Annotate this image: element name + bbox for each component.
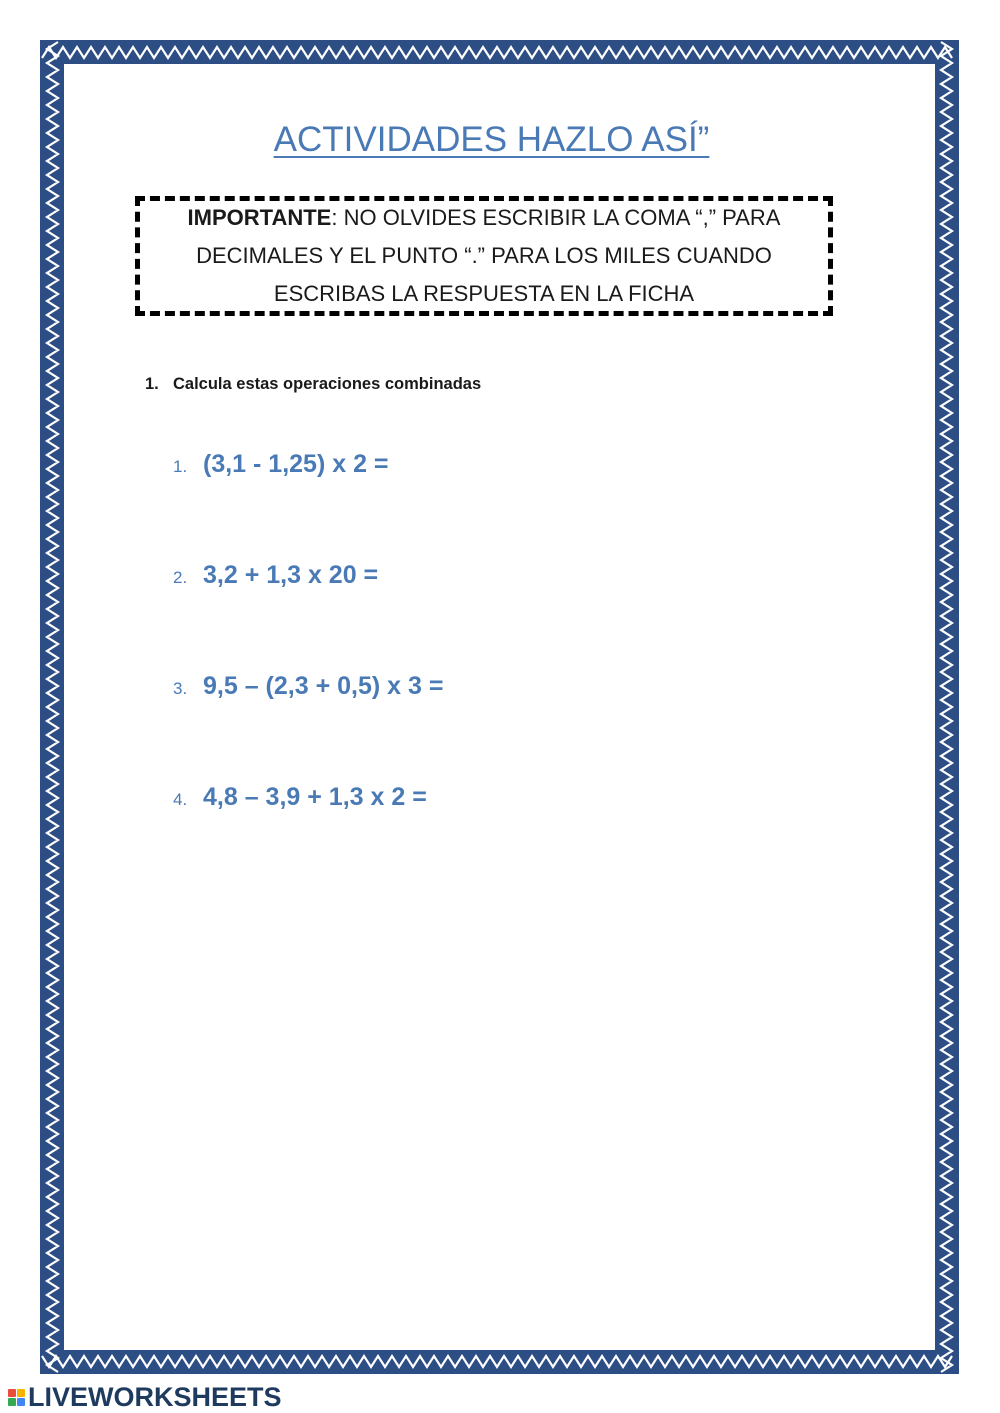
operation-expression: 9,5 – (2,3 + 0,5) x 3 = [203,672,444,700]
operation-item [173,561,378,590]
liveworksheets-logo [8,1382,282,1413]
page-title: ACTIVIDADES HAZLO ASÍ” [273,120,710,159]
operation-number: 1. [173,457,188,476]
operation-expression: (3,1 - 1,25) x 2 = [203,450,389,478]
notice-label: IMPORTANTE [187,205,332,230]
notice-body: : NO OLVIDES ESCRIBIR LA COMA “,” PARA DECIMALES Y EL PUNTO “.” PARA LOS MILES CUANDO ESCRIBAS LA RESPUESTA EN LA FICHA [196,205,781,306]
brand-name: LIVEWORKSHEETS [28,1382,282,1412]
operation-expression: 3,2 + 1,3 x 20 = [203,561,379,589]
exercise-number: 1. [145,375,159,393]
instruction-text: Calcula estas operaciones combinadas [173,375,482,393]
operation-item [173,450,389,479]
operation-number: 3. [173,679,188,698]
operation-item [173,672,443,701]
operation-number: 2. [173,568,188,587]
operation-expression: 4,8 – 3,9 + 1,3 x 2 = [203,783,427,811]
important-notice-box [135,196,833,316]
operation-number: 4. [173,790,188,809]
operation-item [173,783,427,812]
exercise-instruction [145,375,481,394]
important-notice-text [158,199,810,313]
logo-icon [8,1389,25,1406]
